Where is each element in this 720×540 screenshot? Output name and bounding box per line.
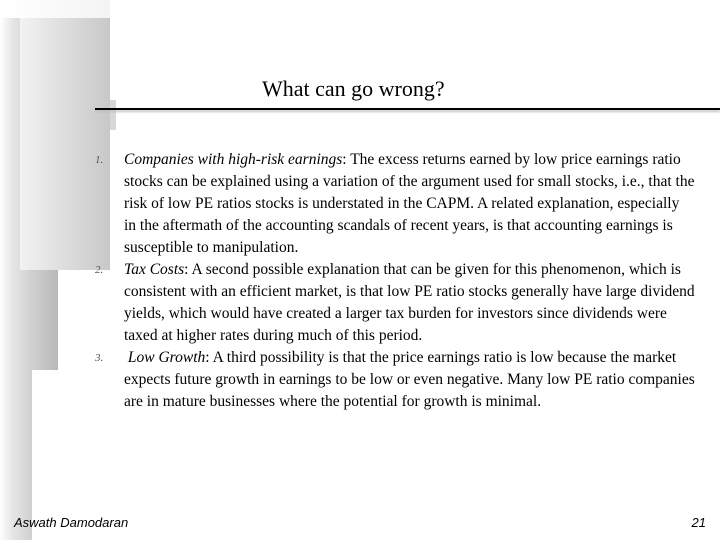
slide-title: What can go wrong? — [262, 76, 445, 101]
list-number: 2. — [95, 264, 104, 276]
item-text: A second possible explanation that can be given for this phenomenon, which is consistent with an efficient market, is that low PE ratio stocks generally have large dividend yields, which would have created a larger tax burden for investors since dividends were taxed at higher rates during much of this period. — [124, 261, 695, 344]
list-item — [95, 149, 695, 259]
decorative-bar — [32, 270, 58, 370]
item-lead: Tax Costs — [124, 261, 185, 278]
item-lead: Low Growth — [124, 349, 206, 366]
item-separator: : — [184, 261, 192, 278]
item-text: The excess returns earned by low price earnings ratio stocks can be explained using a variation of the argument used for small stocks, i.e., that the risk of low PE ratios stocks is understated in the CAPM. A related explanation, especially in the aftermath of the accounting scandals of recent years, is that accounting earnings is susceptible to manipulation. — [124, 151, 695, 256]
list-number: 1. — [95, 154, 104, 166]
item-separator: : — [205, 349, 213, 366]
item-text: A third possibility is that the price earnings ratio is low because the market expects future growth in earnings to be low or even negative. Many low PE ratio companies are in mature businesses where the potential for growth is minimal. — [124, 349, 695, 410]
title-divider — [95, 108, 720, 110]
list-item — [95, 259, 695, 347]
item-separator: : — [342, 151, 351, 168]
item-lead: Companies with high-risk earnings — [124, 151, 343, 168]
footer-author: Aswath Damodaran — [14, 515, 129, 530]
list-number: 3. — [95, 352, 104, 364]
decorative-bar — [110, 100, 116, 130]
list-item — [95, 347, 695, 413]
numbered-list — [95, 149, 695, 413]
decorative-bar — [0, 0, 110, 18]
page-number: 21 — [691, 515, 706, 530]
